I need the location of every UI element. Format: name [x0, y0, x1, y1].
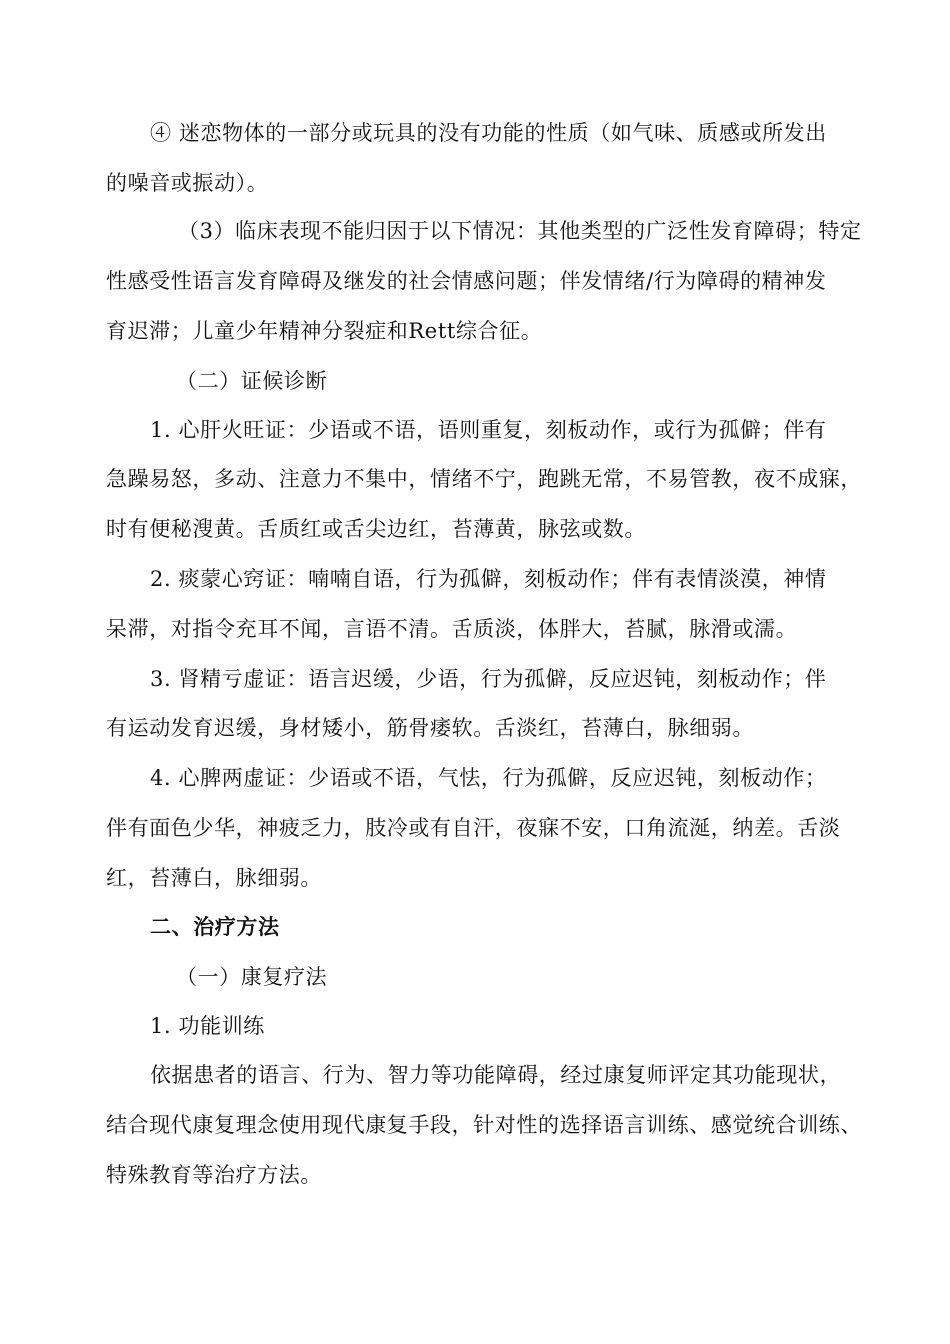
text-line: 时有便秘溲黄。舌质红或舌尖边红，苔薄黄，脉弦或数。 [106, 517, 646, 541]
text-line: 依据患者的语言、行为、智力等功能障碍，经过康复师评定其功能现状， [150, 1063, 842, 1087]
text-line: 1. 心肝火旺证：少语或不语，语则重复，刻板动作，或行为孤僻；伴有 [150, 418, 827, 442]
text-line: 红，苔薄白，脉细弱。 [106, 866, 322, 890]
text-line: 的噪音或振动）。 [106, 171, 269, 195]
text-line: 2. 痰蒙心窍证：喃喃自语，行为孤僻，刻板动作；伴有表情淡漠，神情 [150, 567, 827, 591]
text-line: 呆滞，对指令充耳不闻，言语不清。舌质淡，体胖大，苔腻，脉滑或濡。 [106, 617, 798, 641]
section-heading: 1. 功能训练 [150, 1014, 265, 1038]
text-line: 有运动发育迟缓，身材矮小，筋骨痿软。舌淡红，苔薄白，脉细弱。 [106, 716, 754, 740]
section-heading: （一）康复疗法 [176, 965, 328, 989]
text-line: ④ 迷恋物体的一部分或玩具的没有功能的性质（如气味、质感或所发出 [150, 121, 827, 145]
text-line: 4. 心脾两虚证：少语或不语，气怯，行为孤僻，反应迟钝，刻板动作； [150, 766, 827, 790]
text-line: 结合现代康复理念使用现代康复手段，针对性的选择语言训练、感觉统合训练、 [106, 1113, 862, 1137]
section-heading: 二、治疗方法 [150, 914, 280, 939]
text-line: （3）临床表现不能归因于以下情况：其他类型的广泛性发育障碍；特定 [178, 219, 862, 243]
text-line: 特殊教育等治疗方法。 [106, 1163, 322, 1187]
text-line: 急躁易怒，多动、注意力不集中，情绪不宁，跑跳无常，不易管教，夜不成寐， [106, 467, 862, 491]
text-line: 性感受性语言发育障碍及继发的社会情感问题；伴发情绪/行为障碍的精神发 [106, 269, 827, 293]
text-line: 3. 肾精亏虚证：语言迟缓，少语，行为孤僻，反应迟钝，刻板动作；伴 [150, 667, 827, 691]
section-heading: （二）证候诊断 [176, 369, 328, 393]
text-line: 伴有面色少华，神疲乏力，肢冷或有自汗，夜寐不安，口角流涎，纳差。舌淡 [106, 816, 841, 840]
text-line: 育迟滞；儿童少年精神分裂症和Rett综合征。 [106, 319, 543, 343]
